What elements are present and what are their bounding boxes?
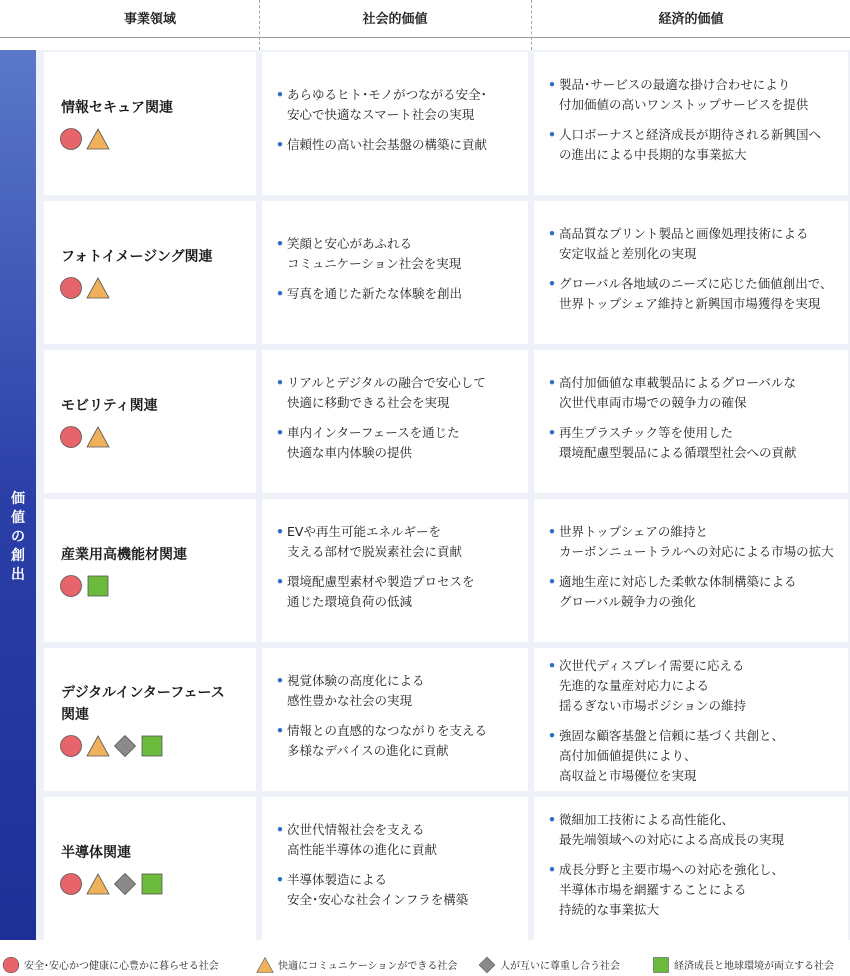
- bullet-icon: •: [276, 822, 284, 837]
- square-icon: [652, 956, 670, 974]
- social-value-text: 笑顔と安心があふれる コミュニケーション社会を実現: [287, 236, 462, 271]
- social-value-item: [276, 135, 520, 155]
- social-value-item: [276, 373, 520, 413]
- bullet-icon: •: [276, 872, 284, 887]
- circle-icon: [59, 872, 83, 896]
- social-value-cell: [262, 350, 528, 493]
- bullet-icon: •: [548, 574, 556, 589]
- economic-value-text: 人口ボーナスと経済成長が期待される新興国へ の進出による中長期的な事業拡大: [559, 127, 822, 162]
- triangle-icon: [256, 956, 274, 974]
- social-value-text: あらゆるヒト･モノがつながる安全･ 安心で快適なスマート社会の実現: [287, 87, 487, 122]
- table-row: [44, 648, 848, 791]
- bullet-icon: •: [276, 524, 284, 539]
- economic-value-item: [548, 522, 840, 562]
- economic-value-text: グローバル各地域のニーズに応じた価値創出で、 世界トップシェア維持と新興国市場獲得を実現: [559, 276, 833, 311]
- legend-label: 安全･安心かつ健康に心豊かに暮らせる社会: [24, 961, 219, 972]
- header-business-area: 事業領域: [123, 12, 176, 27]
- bullet-icon: •: [548, 375, 556, 390]
- header-social-value: 社会的価値: [362, 12, 428, 27]
- social-value-item: [276, 85, 520, 125]
- bullet-icon: •: [548, 425, 556, 440]
- business-area-name: デジタルインターフェース 関連: [61, 685, 225, 723]
- bullet-icon: •: [276, 375, 284, 390]
- triangle-icon: [86, 425, 110, 449]
- legend: [0, 955, 850, 975]
- header-economic-value: 経済的価値: [658, 12, 724, 27]
- header-divider: [0, 37, 850, 38]
- social-value-cell: [262, 797, 528, 940]
- table-row: [44, 201, 848, 344]
- bullet-icon: •: [548, 728, 556, 743]
- social-value-text: 次世代情報社会を支える 高性能半導体の進化に貢献: [287, 822, 438, 857]
- column-divider: [531, 0, 532, 50]
- diamond-icon: [113, 872, 137, 896]
- economic-value-item: [548, 274, 840, 314]
- bullet-icon: •: [276, 87, 284, 102]
- sidebar-value-creation: [0, 50, 36, 940]
- bullet-icon: •: [548, 812, 556, 827]
- social-value-text: 環境配慮型素材や製造プロセスを 通じた環境負荷の低減: [287, 574, 475, 609]
- business-area-name: 情報セキュア関連: [61, 100, 173, 116]
- square-icon: [140, 734, 164, 758]
- triangle-icon: [86, 872, 110, 896]
- table-row: [44, 52, 848, 195]
- economic-value-cell: [534, 499, 848, 642]
- business-area-cell: [44, 350, 256, 493]
- bullet-icon: •: [276, 723, 284, 738]
- bullet-icon: •: [548, 276, 556, 291]
- business-area-cell: [44, 797, 256, 940]
- business-area-cell: [44, 648, 256, 791]
- table-row: [44, 797, 848, 940]
- bullet-icon: •: [276, 137, 284, 152]
- legend-label: 経済成長と地球環境が両立する社会: [674, 961, 834, 972]
- economic-value-text: 成長分野と主要市場への対応を強化し、 半導体市場を網羅することによる 持続的な事業拡大: [559, 862, 785, 917]
- bullet-icon: •: [548, 77, 556, 92]
- economic-value-text: 強固な顧客基盤と信頼に基づく共創と、 高付加価値提供により、 高収益と市場優位を実現: [559, 728, 785, 783]
- business-area-name: フォトイメージング関連: [61, 249, 213, 265]
- bullet-icon: •: [276, 673, 284, 688]
- bullet-icon: •: [276, 236, 284, 251]
- circle-icon: [59, 276, 83, 300]
- business-area-cell: [44, 201, 256, 344]
- social-value-text: 半導体製造による 安全･安心な社会インフラを構築: [287, 872, 469, 907]
- economic-value-item: [548, 75, 840, 115]
- bullet-icon: •: [548, 862, 556, 877]
- business-area-name: 産業用高機能材関連: [61, 547, 187, 563]
- economic-value-item: [548, 423, 840, 463]
- table-row: [44, 499, 848, 642]
- social-value-item: [276, 870, 520, 910]
- social-value-text: 情報との直感的なつながりを支える 多様なデバイスの進化に貢献: [287, 723, 488, 758]
- economic-value-text: 製品･サービスの最適な掛け合わせにより 付加価値の高いワンストップサービスを提供: [559, 77, 809, 112]
- social-value-text: 視覚体験の高度化による 感性豊かな社会の実現: [287, 673, 425, 708]
- triangle-icon: [86, 276, 110, 300]
- economic-value-item: [548, 656, 840, 716]
- circle-icon: [2, 956, 20, 974]
- social-value-item: [276, 721, 520, 761]
- bullet-icon: •: [548, 127, 556, 142]
- table-header: [0, 0, 850, 38]
- economic-value-item: [548, 726, 840, 786]
- economic-value-item: [548, 125, 840, 165]
- economic-value-text: 高品質なプリント製品と画像処理技術による 安定収益と差別化の実現: [559, 226, 809, 261]
- social-value-text: 車内インターフェースを通じた 快適な車内体験の提供: [287, 425, 460, 460]
- social-value-text: EVや再生可能エネルギーを 支える部材で脱炭素社会に貢献: [287, 524, 463, 559]
- column-divider: [259, 0, 260, 50]
- economic-value-text: 高付加価値な車載製品によるグローバルな 次世代車両市場での競争力の確保: [559, 375, 796, 410]
- business-area-cell: [44, 499, 256, 642]
- economic-value-cell: [534, 648, 848, 791]
- circle-icon: [59, 734, 83, 758]
- social-value-cell: [262, 201, 528, 344]
- economic-value-item: [548, 860, 840, 920]
- business-area-name: 半導体関連: [61, 845, 131, 861]
- social-value-cell: [262, 499, 528, 642]
- social-value-item: [276, 820, 520, 860]
- diamond-icon: [113, 734, 137, 758]
- bullet-icon: •: [548, 658, 556, 673]
- circle-icon: [59, 127, 83, 151]
- economic-value-text: 再生プラスチック等を使用した 環境配慮型製品による循環型社会への貢献: [559, 425, 797, 460]
- bullet-icon: •: [276, 425, 284, 440]
- legend-label: 人が互いに尊重し合う社会: [500, 961, 620, 972]
- social-value-item: [276, 284, 520, 304]
- legend-label: 快適にコミュニケーションができる社会: [278, 961, 458, 972]
- square-icon: [140, 872, 164, 896]
- economic-value-item: [548, 373, 840, 413]
- business-area-name: モビリティ関連: [61, 398, 158, 414]
- diamond-icon: [478, 956, 496, 974]
- table-row: [44, 350, 848, 493]
- social-value-cell: [262, 648, 528, 791]
- circle-icon: [59, 574, 83, 598]
- economic-value-cell: [534, 201, 848, 344]
- social-value-text: リアルとデジタルの融合で安心して 快適に移動できる社会を実現: [287, 375, 486, 410]
- social-value-item: [276, 234, 520, 274]
- bullet-icon: •: [548, 226, 556, 241]
- economic-value-text: 微細加工技術による高性能化、 最先端領域への対応による高成長の実現: [559, 812, 785, 847]
- social-value-item: [276, 671, 520, 711]
- social-value-item: [276, 423, 520, 463]
- economic-value-item: [548, 224, 840, 264]
- economic-value-item: [548, 810, 840, 850]
- social-value-item: [276, 522, 520, 562]
- bullet-icon: •: [276, 286, 284, 301]
- economic-value-text: 世界トップシェアの維持と カーボンニュートラルへの対応による市場の拡大: [559, 524, 834, 559]
- bullet-icon: •: [276, 574, 284, 589]
- economic-value-cell: [534, 350, 848, 493]
- economic-value-cell: [534, 797, 848, 940]
- economic-value-text: 適地生産に対応した柔軟な体制構築による グローバル競争力の強化: [559, 574, 797, 609]
- business-area-cell: [44, 52, 256, 195]
- social-value-cell: [262, 52, 528, 195]
- economic-value-item: [548, 572, 840, 612]
- triangle-icon: [86, 127, 110, 151]
- circle-icon: [59, 425, 83, 449]
- social-value-text: 写真を通じた新たな体験を創出: [287, 286, 463, 301]
- sidebar-label: 価 値 の 創 出: [11, 491, 25, 583]
- bullet-icon: •: [548, 524, 556, 539]
- economic-value-text: 次世代ディスプレイ需要に応える 先進的な量産対応力による 揺るぎない市場ポジションの維持: [559, 658, 746, 713]
- social-value-text: 信頼性の高い社会基盤の構築に貢献: [287, 137, 488, 152]
- economic-value-cell: [534, 52, 848, 195]
- social-value-item: [276, 572, 520, 612]
- square-icon: [86, 574, 110, 598]
- triangle-icon: [86, 734, 110, 758]
